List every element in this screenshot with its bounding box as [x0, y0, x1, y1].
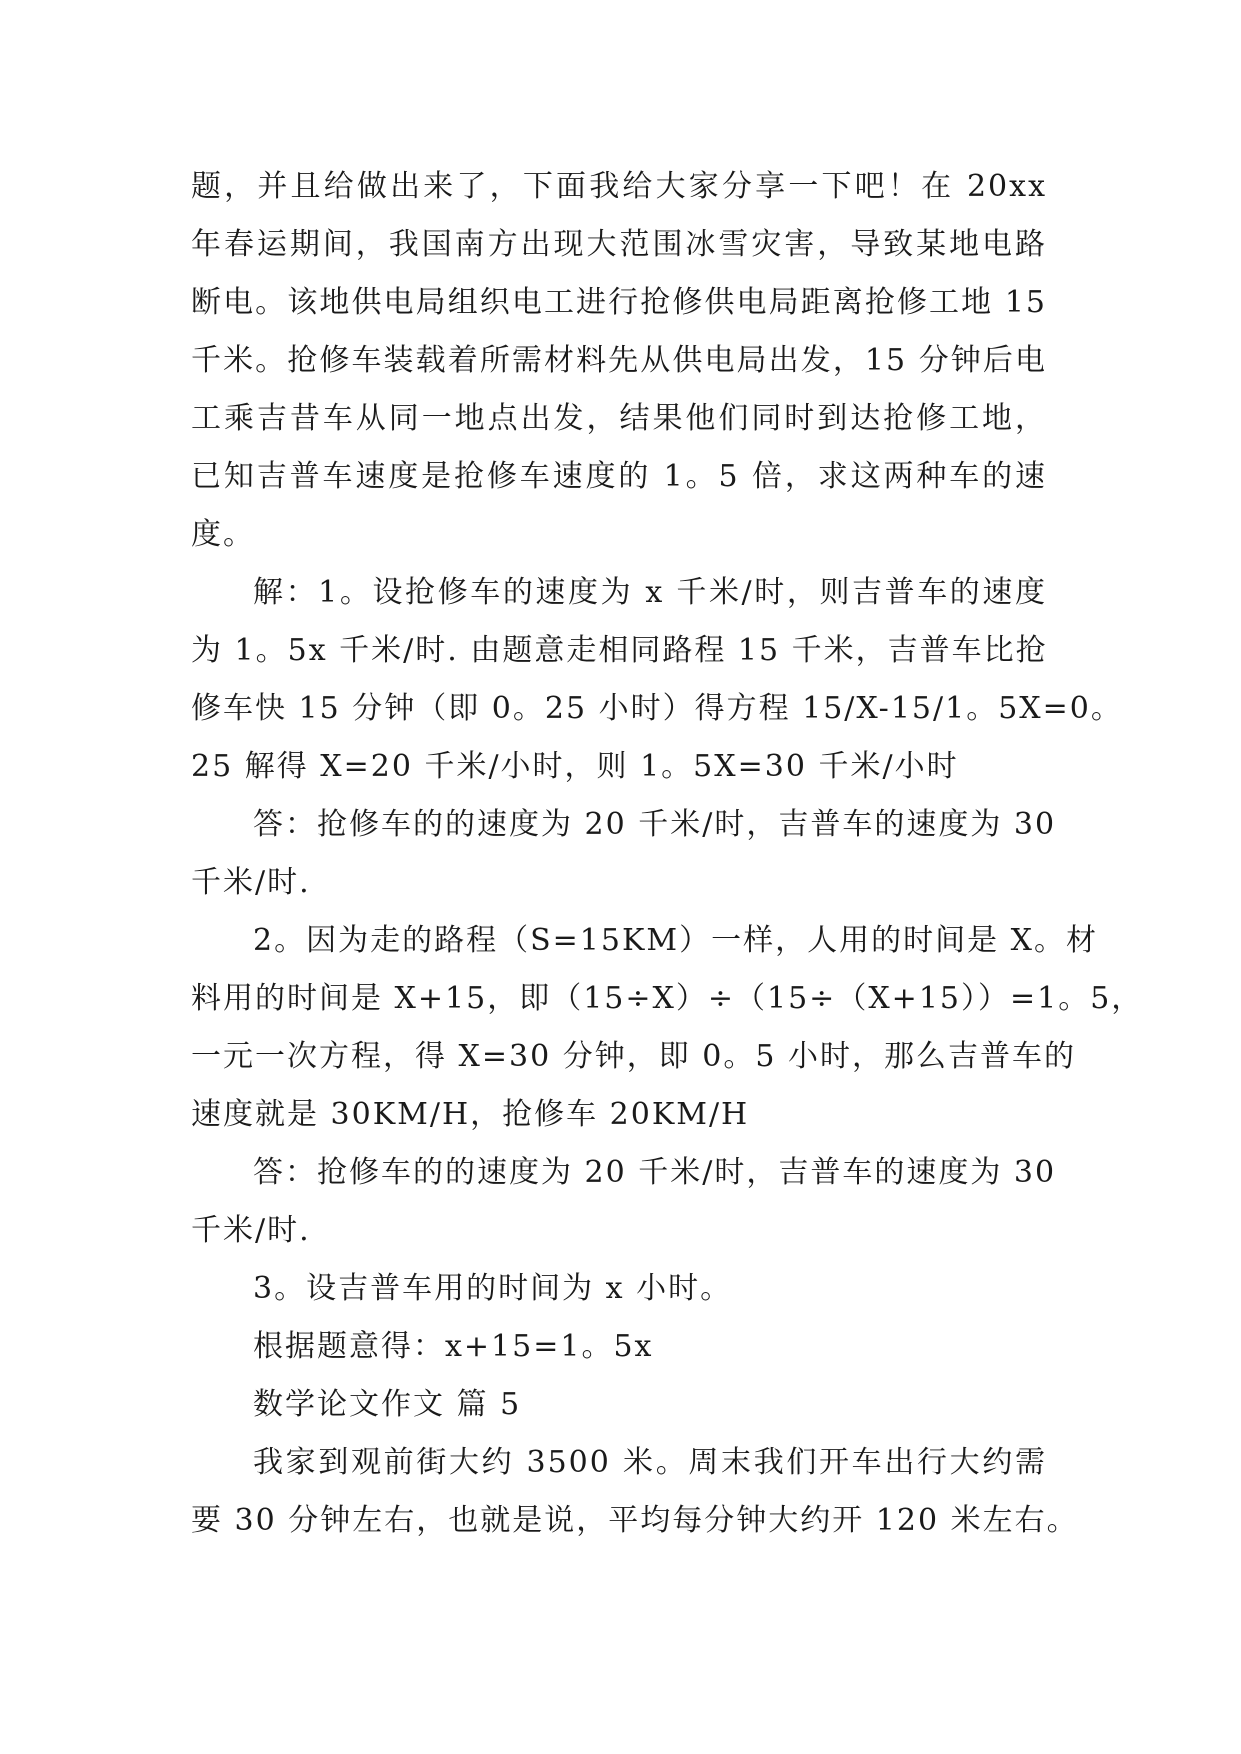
- text-line: 要 30 分钟左右，也就是说，平均每分钟大约开 120 米左右。: [191, 1503, 1079, 1538]
- text-line: 已知吉普车速度是抢修车速度的 1。5 倍，求这两种车的速: [191, 459, 1047, 494]
- text-line: 断电。该地供电局组织电工进行抢修供电局距离抢修工地 15: [191, 285, 1047, 320]
- text-line: 修车快 15 分钟（即 0。25 小时）得方程 15/X-15/1。5X=0。: [191, 691, 1123, 726]
- text-line: 千米/时.: [191, 1213, 311, 1248]
- text-line: 工乘吉昔车从同一地点出发，结果他们同时到达抢修工地，: [191, 401, 1047, 436]
- answer-line: 答：抢修车的的速度为 20 千米/时，吉普车的速度为 30: [253, 1155, 1057, 1190]
- equation-line: 根据题意得：x+15=1。5x: [253, 1329, 654, 1364]
- method-2-line: 2。因为走的路程（S=15KM）一样，人用的时间是 X。材: [253, 923, 1098, 958]
- text-line: 千米/时.: [191, 865, 311, 900]
- text-line: 速度就是 30KM/H，抢修车 20KM/H: [191, 1097, 750, 1132]
- method-3-line: 3。设吉普车用的时间为 x 小时。: [253, 1271, 733, 1306]
- text-line: 为 1。5x 千米/时. 由题意走相同路程 15 千米，吉普车比抢: [191, 633, 1048, 668]
- document-body: [191, 158, 1144, 1550]
- text-line: 千米。抢修车装载着所需材料先从供电局出发，15 分钟后电: [191, 343, 1047, 378]
- paragraph-line: 我家到观前街大约 3500 米。周末我们开车出行大约需: [253, 1445, 1047, 1480]
- answer-line: 答：抢修车的的速度为 20 千米/时，吉普车的速度为 30: [253, 807, 1057, 842]
- text-line: 25 解得 X=20 千米/小时，则 1。5X=30 千米/小时: [191, 749, 959, 784]
- section-heading: 数学论文作文 篇 5: [253, 1387, 522, 1422]
- text-line: 题，并且给做出来了，下面我给大家分享一下吧！在 20xx: [191, 169, 1047, 204]
- text-line: 年春运期间，我国南方出现大范围冰雪灾害，导致某地电路: [191, 227, 1047, 262]
- text-line: 度。: [191, 517, 255, 552]
- solution-heading-line: 解：1。设抢修车的速度为 x 千米/时，则吉普车的速度: [253, 575, 1047, 610]
- text-line: 料用的时间是 X+15，即（15÷X）÷（15÷（X+15））=1。5，: [191, 981, 1144, 1016]
- text-line: 一元一次方程，得 X=30 分钟，即 0。5 小时，那么吉普车的: [191, 1039, 1076, 1074]
